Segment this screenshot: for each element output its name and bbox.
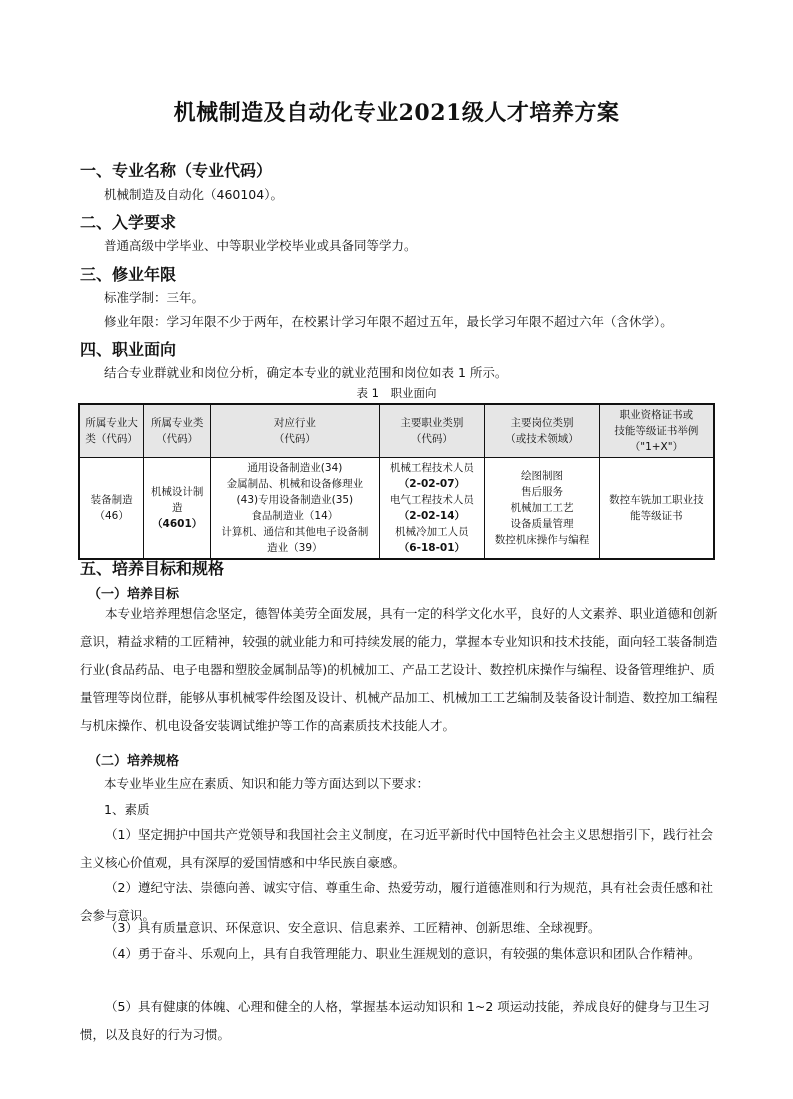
section-1-heading: 一、专业名称（专业代码） xyxy=(80,161,273,180)
section-5-goal: 本专业培养理想信念坚定，德智体美劳全面发展，具有一定的科学文化水平，良好的人文素养、职业道德和创新意识，精益求精的工匠精神，较强的就业能力和可持续发展的能力，掌握本专业知识和技术技能，面向轻工装备制造行业(食品药品、电子电器和塑胶金属制品等)的机械加工、产品工艺设计、数控机床操作与编程、设备管理维护、质量管理等岗位群，能够从事机械零件绘图及设计、机械产品加工、机械加工工艺编制及装备设计制造、数控加工编程与机床操作、机电设备安装调试维护等工作的高素质技术技能人才。 xyxy=(80,606,718,733)
section-5-sub-2: （二）培养规格 xyxy=(88,754,180,769)
table-cell: 装备制造 （46） xyxy=(79,458,144,560)
section-3-line-1: 标准学制：三年。 xyxy=(104,290,205,305)
career-table xyxy=(78,403,715,560)
quality-item-1: （1）坚定拥护中国共产党领导和我国社会主义制度，在习近平新时代中国特色社会主义思想指引下，践行社会主义核心价值观，具有深厚的爱国情感和中华民族自豪感。 xyxy=(80,827,713,870)
table-header-cell: 主要职业类别 （代码） xyxy=(379,404,485,458)
section-5-sub-1: （一）培养目标 xyxy=(88,587,180,602)
section-4-heading: 四、职业面向 xyxy=(80,340,177,359)
section-2-body: 普通高级中学毕业、中等职业学校毕业或具备同等学力。 xyxy=(104,238,417,253)
table-cell: 通用设备制造业(34) 金属制品、机械和设备修理业 (43)专用设备制造业(35) 食品制造业（14） 计算机、通信和其他电子设备制 造业（39） xyxy=(211,458,380,560)
table-header-cell: 所属专业大 类（代码） xyxy=(79,404,144,458)
table-cell: 机械设计制 造 （4601） xyxy=(144,458,211,560)
table-cell: 机械工程技术人员 （2-02-07） 电气工程技术人员 （2-02-14） 机械冷加工人员 （6-18-01） xyxy=(379,458,485,560)
table-header-cell: 职业资格证书或 技能等级证书举例 （"1+X"） xyxy=(599,404,714,458)
quality-item-3: （3）具有质量意识、环保意识、安全意识、信息素养、工匠精神、创新思维、全球视野。 xyxy=(105,920,601,935)
table-header-cell: 对应行业 （代码） xyxy=(211,404,380,458)
section-5-spec-intro: 本专业毕业生应在素质、知识和能力等方面达到以下要求： xyxy=(104,776,430,791)
table-header-row xyxy=(79,404,714,458)
quality-title: 1、素质 xyxy=(104,802,150,817)
quality-item-4: （4）勇于奋斗、乐观向上，具有自我管理能力、职业生涯规划的意识，有较强的集体意识和团队合作精神。 xyxy=(105,946,701,961)
quality-item-2: （2）遵纪守法、崇德向善、诚实守信、尊重生命、热爱劳动，履行道德准则和行为规范，具有社会责任感和社会参与意识。 xyxy=(80,880,713,923)
table-cell: 数控车铣加工职业技 能等级证书 xyxy=(599,458,714,560)
table-caption: 表 1 职业面向 xyxy=(356,386,437,400)
section-2-heading: 二、入学要求 xyxy=(80,213,177,232)
quality-item-5: （5）具有健康的体魄、心理和健全的人格，掌握基本运动知识和 1~2 项运动技能，养成良好的健身与卫生习惯，以及良好的行为习惯。 xyxy=(80,999,710,1042)
section-1-body: 机械制造及自动化（460104）。 xyxy=(104,187,283,202)
table-header-cell: 主要岗位类别 （或技术领域） xyxy=(485,404,600,458)
section-3-line-2: 修业年限：学习年限不少于两年，在校累计学习年限不超过五年，最长学习年限不超过六年（含休学）。 xyxy=(104,314,673,329)
table-header-cell: 所属专业类 （代码） xyxy=(144,404,211,458)
table-row xyxy=(79,458,714,560)
section-4-body: 结合专业群就业和岗位分析，确定本专业的就业范围和岗位如表 1 所示。 xyxy=(104,365,508,380)
section-3-heading: 三、修业年限 xyxy=(80,265,177,284)
page-title: 机械制造及自动化专业2021级人才培养方案 xyxy=(173,100,620,126)
section-5-heading: 五、培养目标和规格 xyxy=(80,559,225,578)
table-cell: 绘图制图 售后服务 机械加工工艺 设备质量管理 数控机床操作与编程 xyxy=(485,458,600,560)
